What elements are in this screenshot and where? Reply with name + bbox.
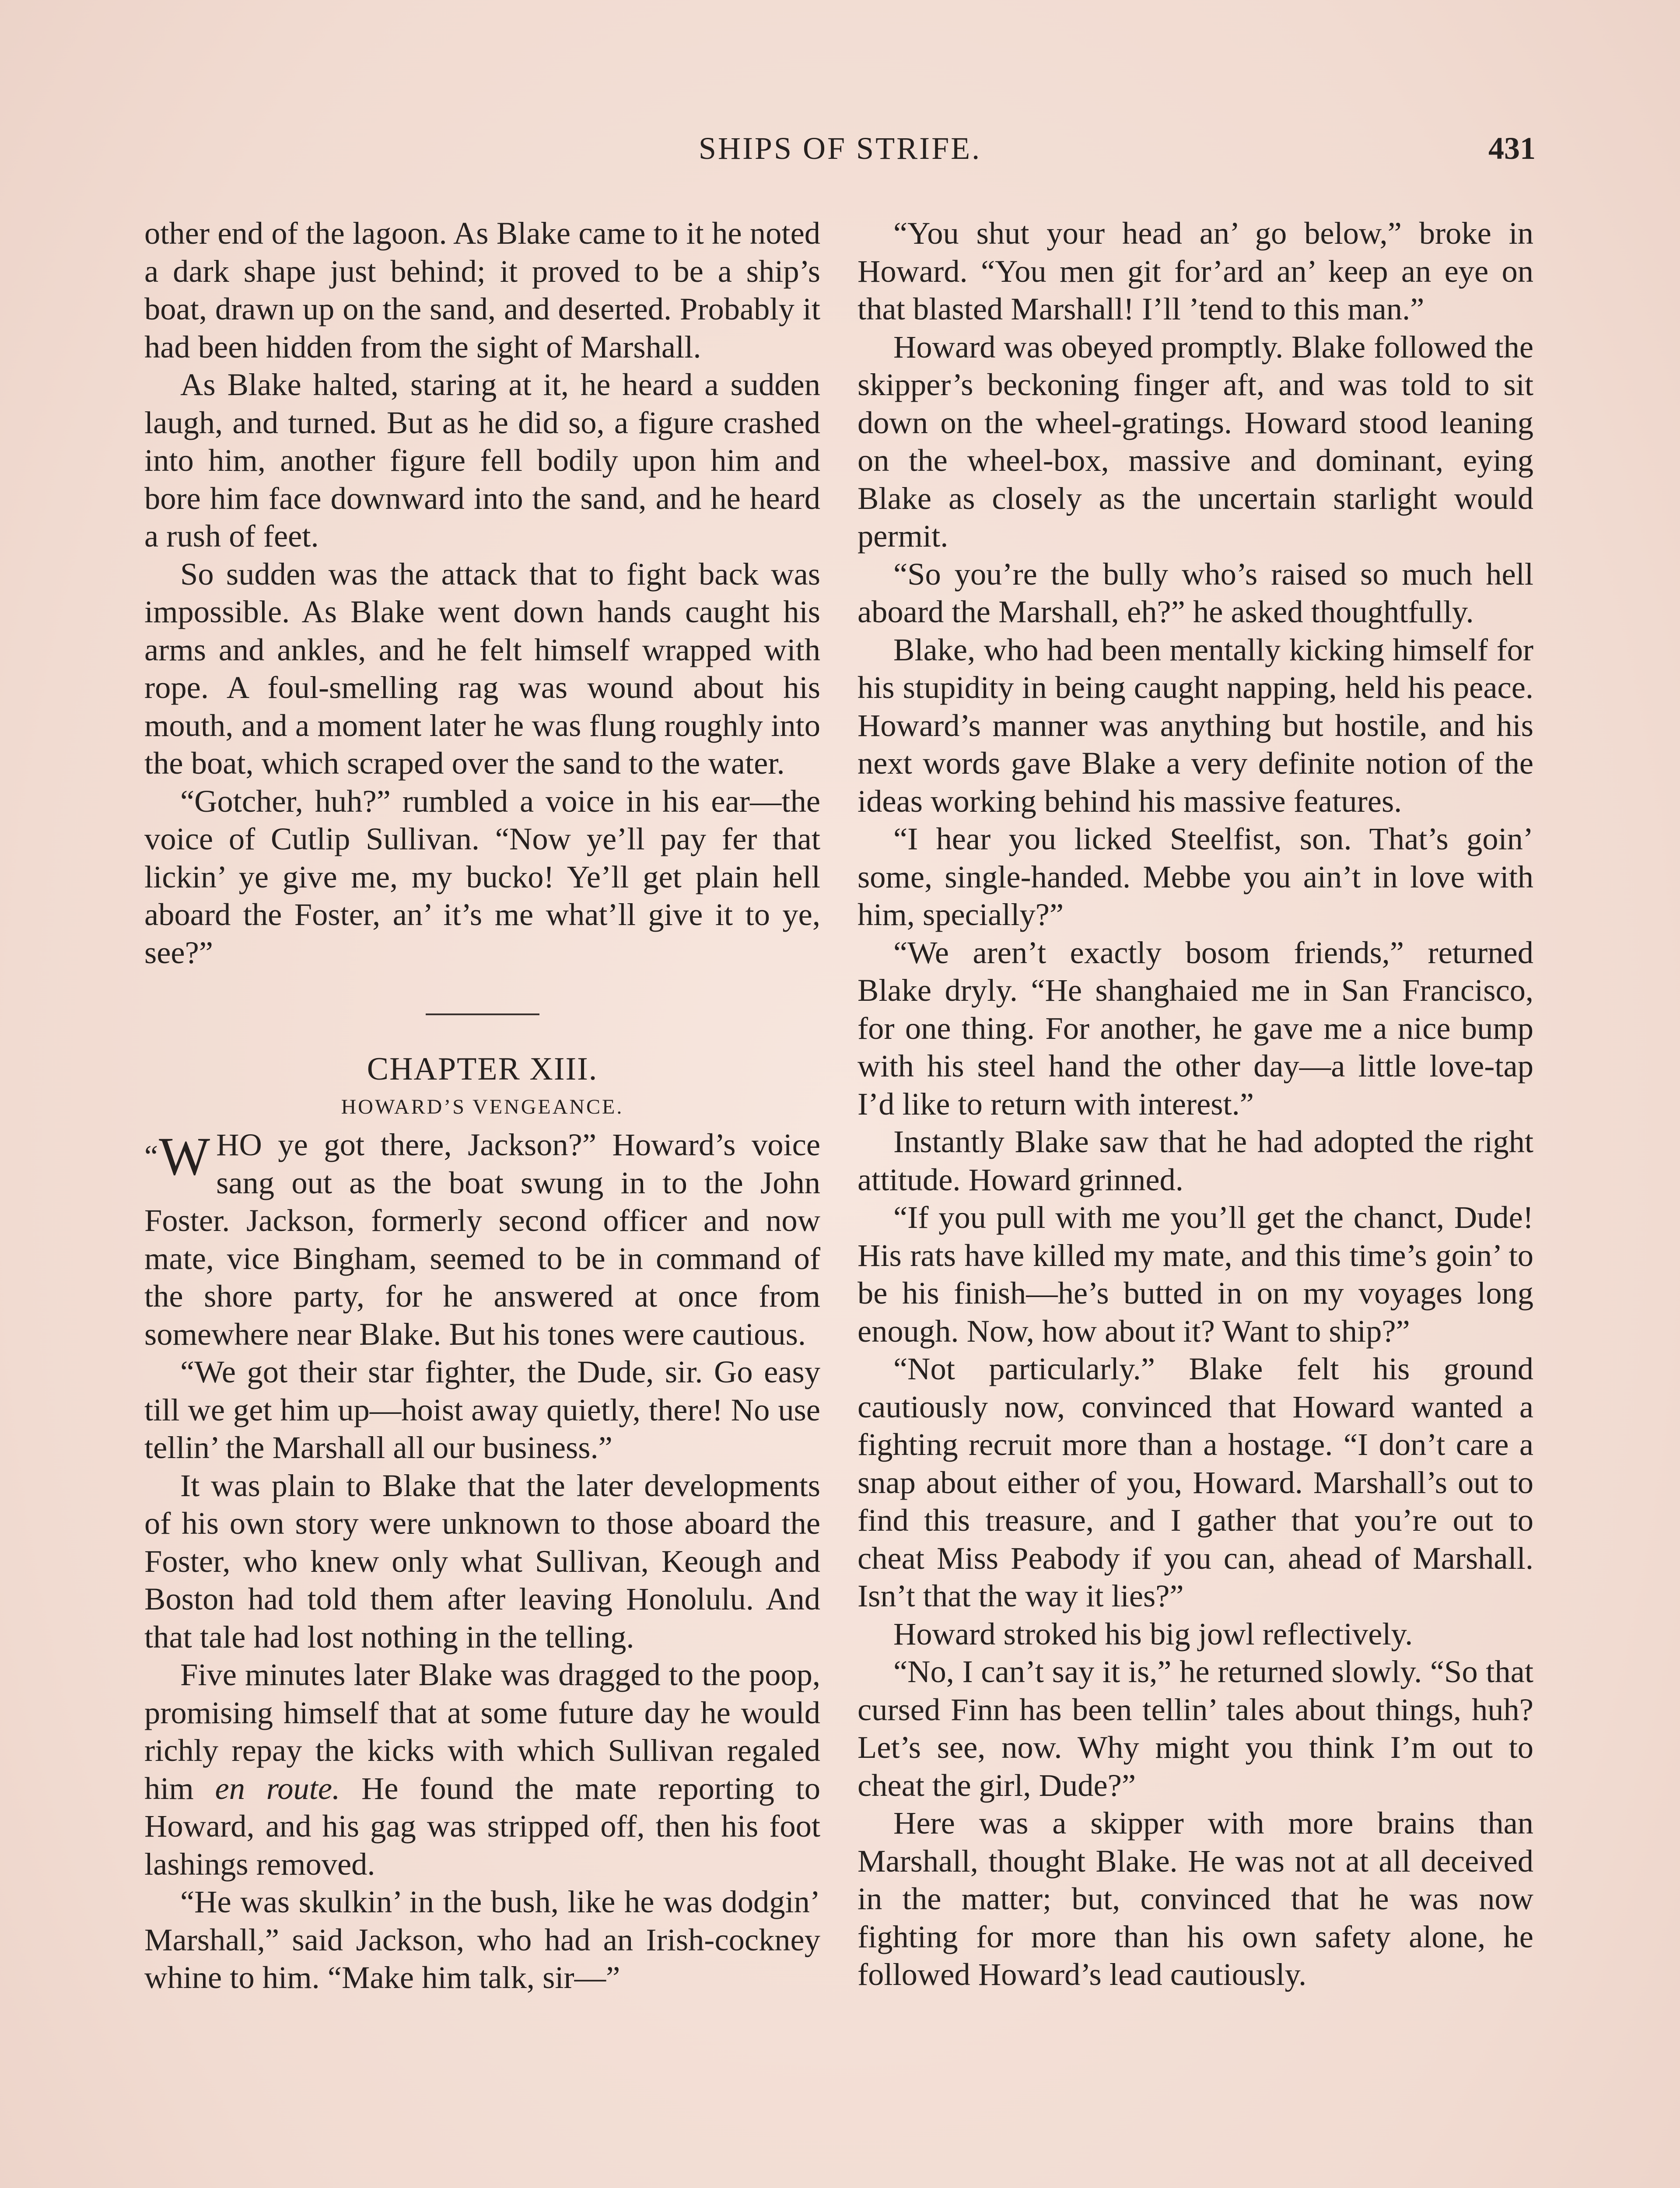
drop-cap-quote: “: [144, 1140, 158, 1173]
paragraph: “Not particularly.” Blake felt his ground cautiously now, convinced that Howard wanted a fighting recruit more than a hostage. “I don’t care a snap about either of you, Howard. Marshall’s out to find this treasure, and I gather that you’re out to cheat Miss Peabody if you can, ahead of Marshall. Isn’t that the way it lies?”: [858, 1351, 1533, 1613]
paragraph: As Blake halted, staring at it, he heard a sudden laugh, and turned. But as he did so, a figure crashed into him, another figure fell bodily upon him and bore him face downward into the sand, and he heard a rush of feet.: [144, 367, 820, 554]
drop-cap-letter: W: [159, 1126, 210, 1186]
paragraph: “If you pull with me you’ll get the chanct, Dude! His rats have killed my mate, and this time’s goin’ to be his finish—he’s butted in on my voyages long enough. Now, how about it? Want to ship?”: [858, 1199, 1533, 1349]
right-column: [858, 214, 1533, 1994]
paragraph: “He was skulkin’ in the bush, like he was dodgin’ Marshall,” said Jackson, who had an Irish-cockney whine to him. “Make him talk, sir—”: [144, 1884, 820, 1995]
paragraph-en-route: [144, 1656, 820, 1883]
paragraph-text: He found the mate reporting to Howard, and his gag was stripped off, then his foot lashings removed.: [144, 1770, 820, 1882]
paragraph: “I hear you licked Steelfist, son. That’s goin’ some, single-handed. Mebbe you ain’t in love with him, specially?”: [858, 821, 1533, 932]
paragraph: Howard stroked his big jowl reflectively.: [893, 1616, 1413, 1652]
left-column: [144, 214, 820, 1997]
paragraph: other end of the lagoon. As Blake came to it he noted a dark shape just behind; it proved to be a ship’s boat, drawn up on the sand, and deserted. Probably it had been hidden from the sight of Marshall.: [144, 215, 820, 365]
paragraph: “We aren’t exactly bosom friends,” returned Blake dryly. “He shanghaied me in San Francisco, for one thing. For another, he gave me a nice bump with his steel hand the other day—a little love-tap I’d like to return with interest.”: [858, 934, 1533, 1122]
paragraph: Here was a skipper with more brains than Marshall, thought Blake. He was not at all deceived in the matter; but, convinced that he was now fighting for more than his own safety alone, he followed Howard’s lead cautiously.: [858, 1805, 1533, 1992]
chapter-opening-paragraph: [144, 1126, 820, 1353]
paragraph: “Gotcher, huh?” rumbled a voice in his ear—the voice of Cutlip Sullivan. “Now ye’ll pay fer that lickin’ ye give me, my bucko! Ye’ll get plain hell aboard the Foster, an’ it’s me what’ll give it to ye, see?”: [144, 783, 820, 970]
drop-cap: [144, 1126, 210, 1186]
page-header: [144, 130, 1536, 183]
section-divider: [426, 1013, 539, 1015]
italic-phrase: en route.: [215, 1770, 340, 1806]
chapter-heading: CHAPTER XIII.: [367, 1051, 598, 1087]
paragraph: “We got their star fighter, the Dude, sir. Go easy till we get him up—hoist away quietly, there! No use tellin’ the Marshall all our business.”: [144, 1354, 820, 1465]
paragraph: Blake, who had been mentally kicking himself for his stupidity in being caught napping, held his peace. Howard’s manner was anything but hostile, and his next words gave Blake a very definite notion of the ideas working behind his massive features.: [858, 631, 1533, 819]
paragraph: Howard was obeyed promptly. Blake followed the skipper’s beckoning finger aft, and was told to sit down on the wheel-gratings. Howard stood leaning on the wheel-box, massive and dominant, eying Blake as closely as the uncertain starlight would permit.: [858, 329, 1533, 554]
paragraph: Instantly Blake saw that he had adopted the right attitude. Howard grinned.: [858, 1124, 1533, 1197]
paragraph: “No, I can’t say it is,” he returned slowly. “So that cursed Finn has been tellin’ tales about things, huh? Let’s see, now. Why might you think I’m out to cheat the girl, Dude?”: [858, 1654, 1533, 1803]
page-number: 431: [1488, 131, 1536, 166]
paragraph: “So you’re the bully who’s raised so much hell aboard the Marshall, eh?” he asked thoughtfully.: [858, 556, 1533, 629]
running-title: SHIPS OF STRIFE.: [698, 131, 982, 166]
paragraph: So sudden was the attack that to fight back was impossible. As Blake went down hands caught his arms and ankles, and he felt himself wrapped with rope. A foul-smelling rag was wound about his mouth, and a moment later he was flung roughly into the boat, which scraped over the sand to the water.: [144, 556, 820, 781]
paragraph-text: Five minutes later Blake was dragged to the poop, promising himself that at some future day he would richly repay the kicks with which Sullivan regaled him: [144, 1657, 820, 1806]
paragraph: “You shut your head an’ go below,” broke in Howard. “You men git for’ard an’ keep an eye on that blasted Marshall! I’ll ’tend to this man.”: [858, 215, 1533, 326]
paragraph: It was plain to Blake that the later developments of his own story were unknown to those aboard the Foster, who knew only what Sullivan, Keough and Boston had told them after leaving Honolulu. And that tale had lost nothing in the telling.: [144, 1467, 820, 1655]
chapter-subtitle: HOWARD’S VENGEANCE.: [341, 1095, 624, 1119]
chapter-opening-text: HO ye got there, Jackson?” Howard’s voice sang out as the boat swung in to the John Foster. Jackson, formerly second officer and now mate, vice Bingham, seemed to be in command of the shore party, for he answered at once from somewhere near Blake. But his tones were cautious.: [144, 1127, 820, 1352]
